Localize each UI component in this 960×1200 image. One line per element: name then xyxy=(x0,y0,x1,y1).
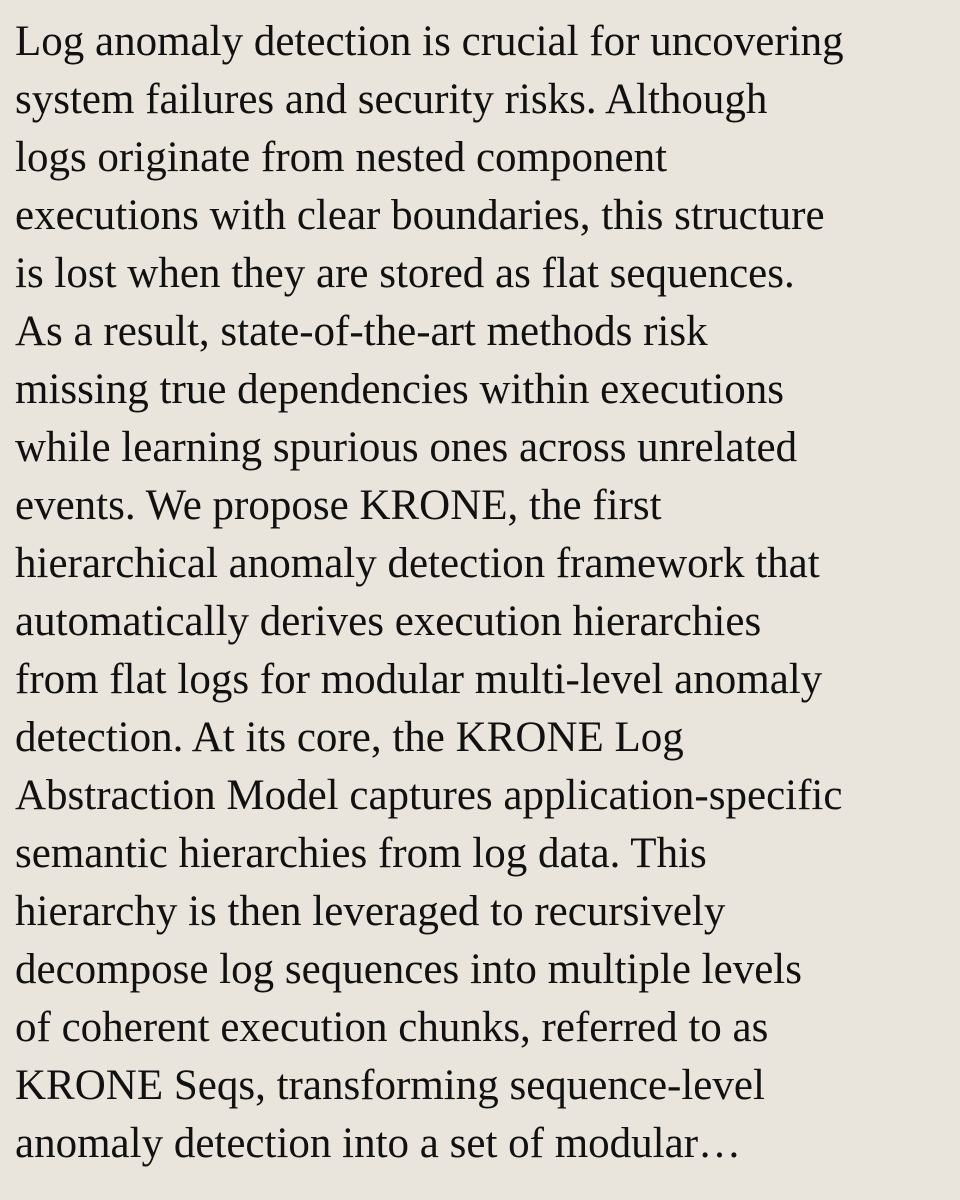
text-line: executions with clear boundaries, this structure xyxy=(15,192,825,239)
abstract-text xyxy=(15,13,960,1173)
text-line: missing true dependencies within executions xyxy=(15,366,785,413)
text-line: Abstraction Model captures application-specific xyxy=(15,772,843,819)
text-line: As a result, state-of-the-art methods risk xyxy=(15,308,708,355)
text-line: decompose log sequences into multiple levels xyxy=(15,946,802,993)
text-line: from flat logs for modular multi-level anomaly xyxy=(15,656,823,703)
text-line: of coherent execution chunks, referred to as xyxy=(15,1004,769,1051)
text-line: detection. At its core, the KRONE Log xyxy=(15,714,684,761)
text-line: logs originate from nested component xyxy=(15,134,668,181)
text-line-truncated: anomaly detection into a set of modular… xyxy=(15,1120,742,1167)
text-line: hierarchy is then leveraged to recursively xyxy=(15,888,726,935)
text-line: is lost when they are stored as flat sequences. xyxy=(15,250,795,297)
text-line: while learning spurious ones across unrelated xyxy=(15,424,798,471)
text-line: KRONE Seqs, transforming sequence-level xyxy=(15,1062,765,1109)
text-line: hierarchical anomaly detection framework that xyxy=(15,540,820,587)
text-line: automatically derives execution hierarchies xyxy=(15,598,762,645)
text-line: semantic hierarchies from log data. This xyxy=(15,830,707,877)
text-line: system failures and security risks. Although xyxy=(15,76,768,123)
text-line: Log anomaly detection is crucial for uncovering xyxy=(15,18,844,65)
text-line: events. We propose KRONE, the first xyxy=(15,482,662,529)
